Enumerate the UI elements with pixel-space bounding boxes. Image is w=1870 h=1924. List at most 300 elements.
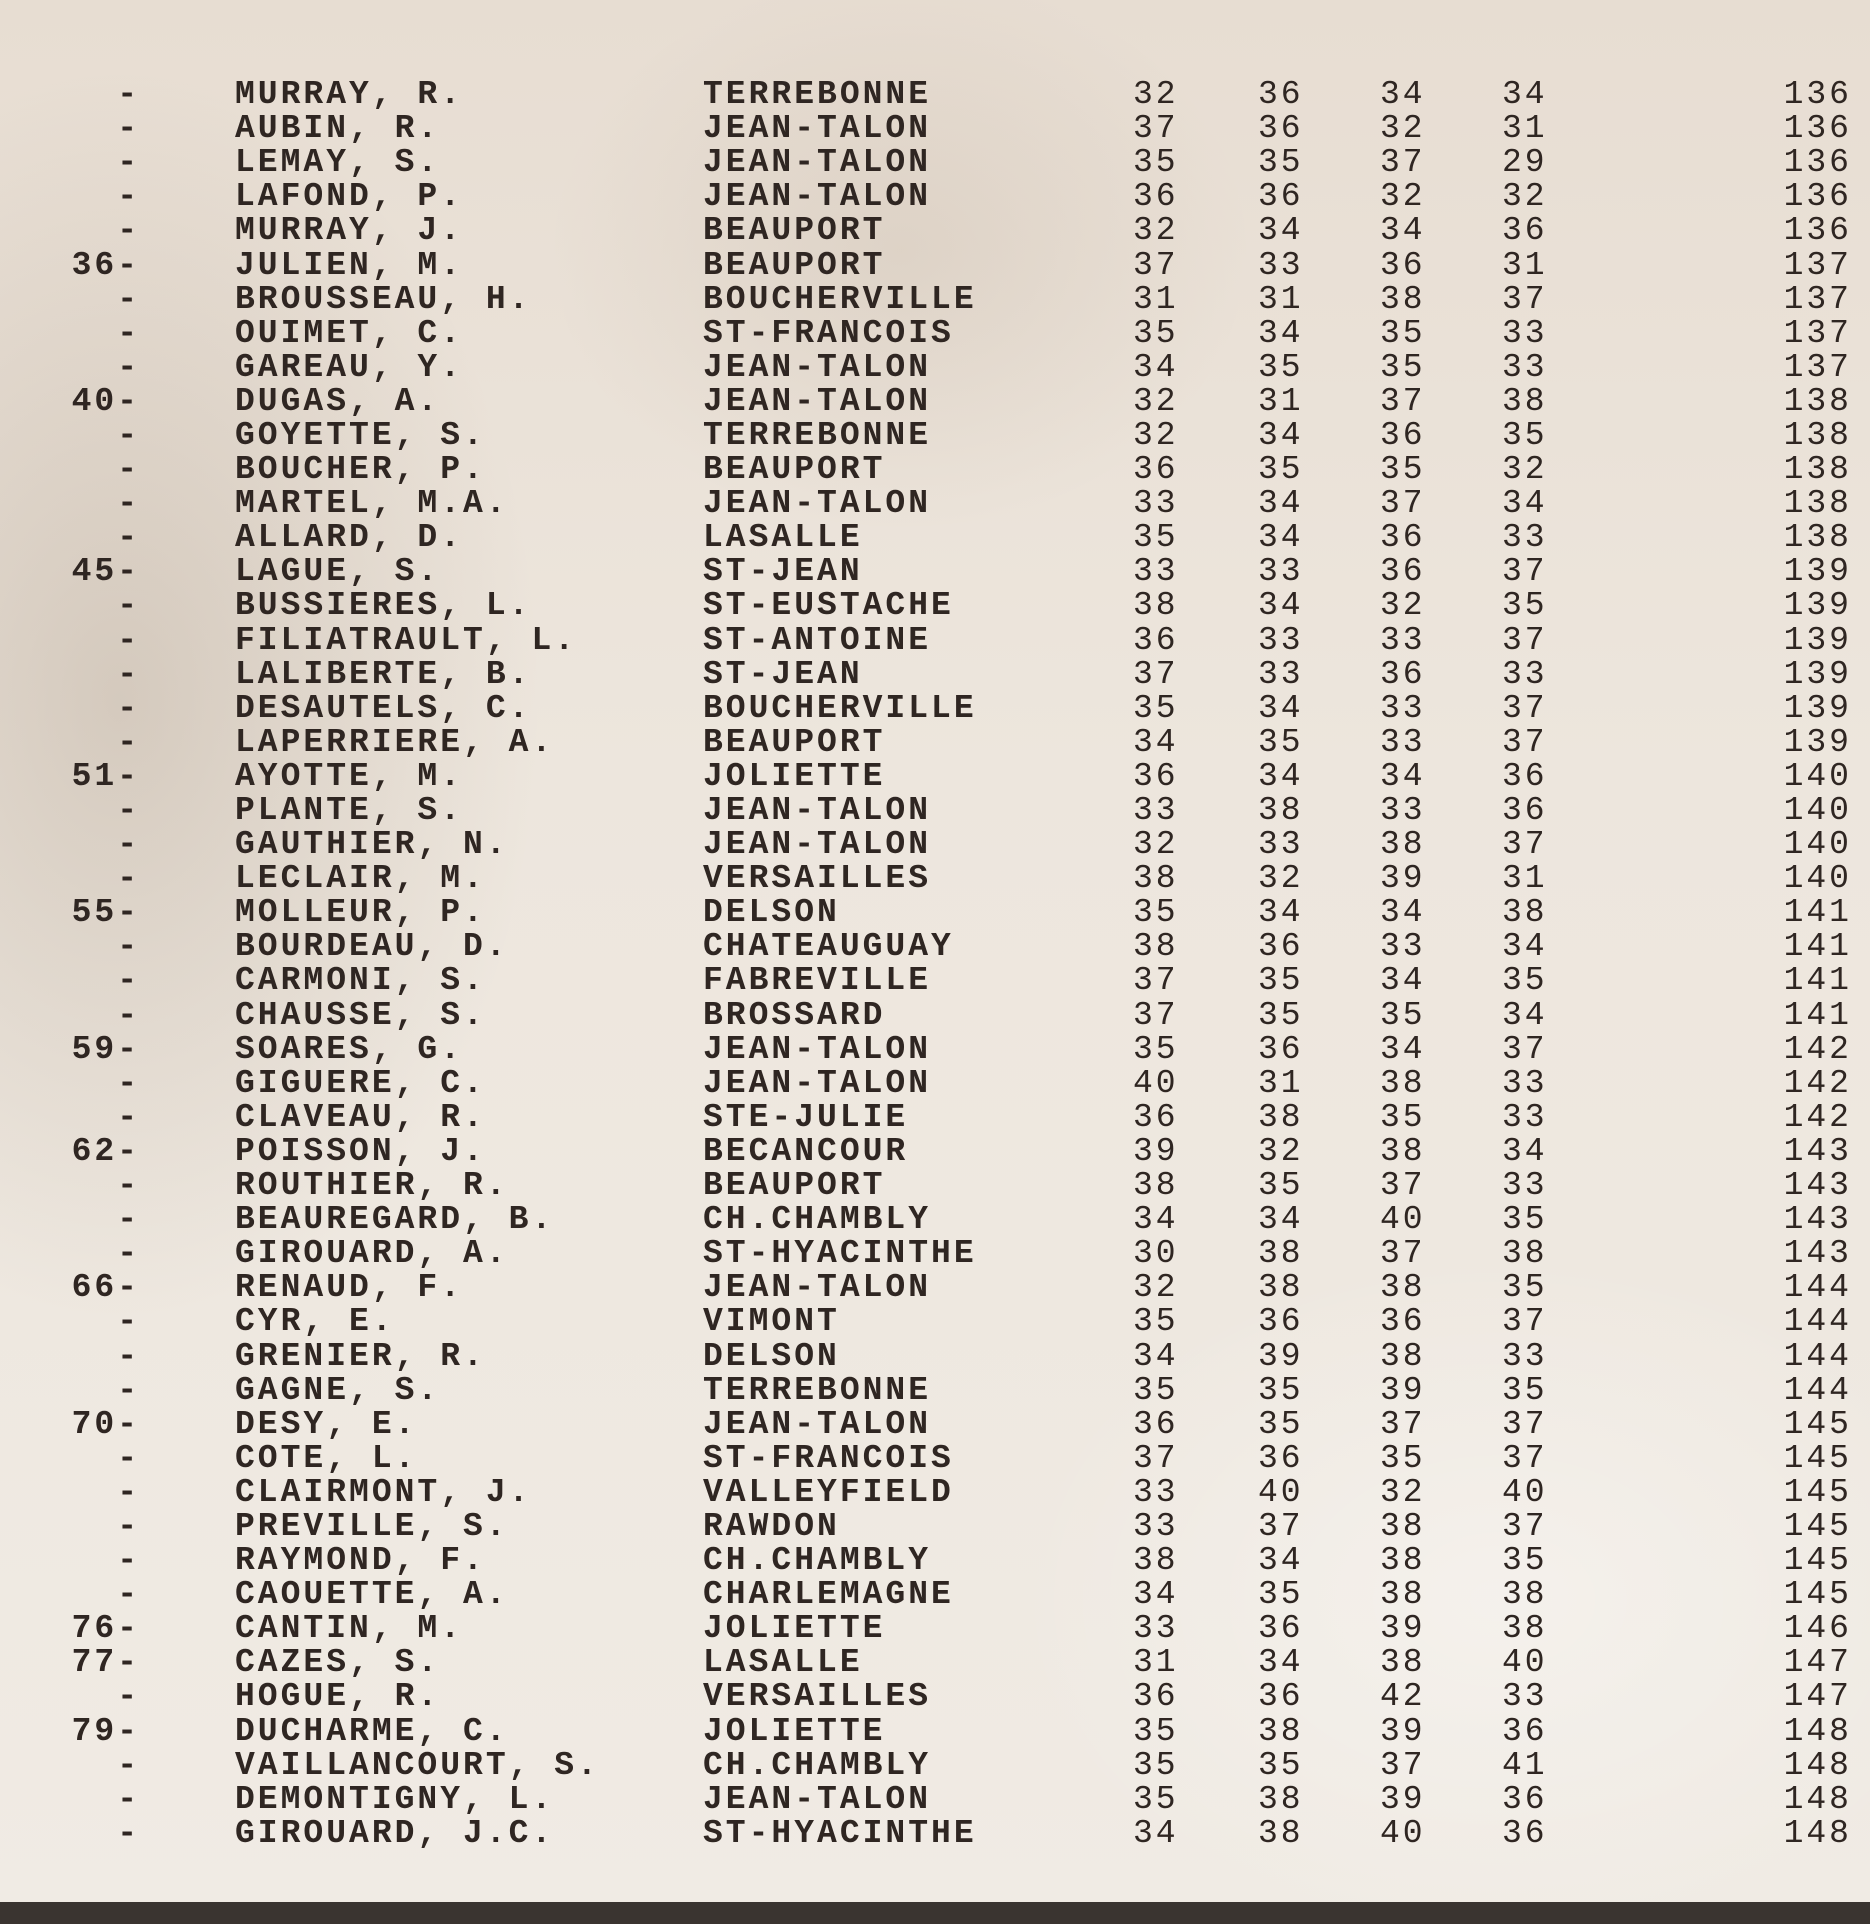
- player-name: GAUTHIER, N.: [235, 826, 509, 864]
- round-4-score: 34: [1502, 928, 1548, 966]
- round-3-score: 34: [1380, 76, 1426, 114]
- table-row: [0, 1612, 1870, 1646]
- round-2-score: 38: [1258, 1235, 1304, 1273]
- round-3-score: 38: [1380, 1644, 1426, 1682]
- table-row: [0, 828, 1870, 862]
- round-3-score: 39: [1380, 1712, 1426, 1750]
- club-name: BEAUPORT: [703, 1167, 886, 1205]
- round-3-score: 36: [1380, 553, 1426, 591]
- round-2-score: 38: [1258, 1712, 1304, 1750]
- rank-cell: 66-: [71, 1269, 140, 1307]
- rank-cell: 77-: [71, 1644, 140, 1682]
- round-2-score: 36: [1258, 110, 1304, 148]
- round-2-score: 38: [1258, 1814, 1304, 1852]
- table-row: [0, 794, 1870, 828]
- round-3-score: 37: [1380, 1746, 1426, 1784]
- rank-cell: -: [117, 519, 140, 557]
- total-score: 138: [1783, 451, 1852, 489]
- club-name: CH.CHAMBLY: [703, 1746, 932, 1784]
- rank-cell: -: [117, 1576, 140, 1614]
- rank-cell: -: [117, 1098, 140, 1136]
- round-2-score: 35: [1258, 144, 1304, 182]
- round-4-score: 35: [1502, 1371, 1548, 1409]
- rank-cell: 40-: [71, 382, 140, 420]
- player-name: LAPERRIERE, A.: [235, 723, 555, 761]
- round-3-score: 34: [1380, 962, 1426, 1000]
- round-2-score: 33: [1258, 621, 1304, 659]
- total-score: 137: [1783, 280, 1852, 318]
- round-2-score: 31: [1258, 1064, 1304, 1102]
- player-name: MARTEL, M.A.: [235, 485, 509, 523]
- round-1-score: 36: [1133, 621, 1179, 659]
- club-name: BEAUPORT: [703, 212, 886, 250]
- player-name: COTE, L.: [235, 1439, 418, 1477]
- round-2-score: 34: [1258, 314, 1304, 352]
- round-3-score: 40: [1380, 1201, 1426, 1239]
- total-score: 137: [1783, 314, 1852, 352]
- player-name: GAREAU, Y.: [235, 348, 464, 386]
- round-2-score: 36: [1258, 76, 1304, 114]
- player-name: LAFOND, P.: [235, 178, 464, 216]
- round-1-score: 35: [1133, 689, 1179, 727]
- total-score: 140: [1783, 860, 1852, 898]
- round-1-score: 34: [1133, 1814, 1179, 1852]
- round-4-score: 36: [1502, 757, 1548, 795]
- round-1-score: 35: [1133, 1030, 1179, 1068]
- round-3-score: 36: [1380, 519, 1426, 557]
- club-name: STE-JULIE: [703, 1098, 909, 1136]
- table-row: [0, 1237, 1870, 1271]
- round-4-score: 40: [1502, 1644, 1548, 1682]
- club-name: LASALLE: [703, 519, 863, 557]
- total-score: 141: [1783, 996, 1852, 1034]
- club-name: JEAN-TALON: [703, 1405, 932, 1443]
- round-2-score: 32: [1258, 1132, 1304, 1170]
- round-4-score: 36: [1502, 212, 1548, 250]
- round-3-score: 37: [1380, 144, 1426, 182]
- results-table: [0, 78, 1870, 1851]
- round-1-score: 38: [1133, 860, 1179, 898]
- player-name: GOYETTE, S.: [235, 416, 486, 454]
- rank-cell: -: [117, 587, 140, 625]
- player-name: OUIMET, C.: [235, 314, 464, 352]
- table-row: [0, 521, 1870, 555]
- player-name: CAZES, S.: [235, 1644, 441, 1682]
- club-name: CHARLEMAGNE: [703, 1576, 954, 1614]
- round-2-score: 35: [1258, 451, 1304, 489]
- round-3-score: 33: [1380, 792, 1426, 830]
- table-row: [0, 1510, 1870, 1544]
- round-4-score: 35: [1502, 1201, 1548, 1239]
- total-score: 138: [1783, 382, 1852, 420]
- round-4-score: 33: [1502, 1678, 1548, 1716]
- table-row: [0, 351, 1870, 385]
- round-3-score: 32: [1380, 587, 1426, 625]
- round-2-score: 33: [1258, 246, 1304, 284]
- round-2-score: 34: [1258, 212, 1304, 250]
- round-4-score: 33: [1502, 1064, 1548, 1102]
- club-name: BOUCHERVILLE: [703, 689, 977, 727]
- rank-cell: -: [117, 1473, 140, 1511]
- round-1-score: 36: [1133, 178, 1179, 216]
- table-row: [0, 1374, 1870, 1408]
- table-row: [0, 555, 1870, 589]
- round-2-score: 34: [1258, 1201, 1304, 1239]
- round-2-score: 36: [1258, 1030, 1304, 1068]
- player-name: HOGUE, R.: [235, 1678, 441, 1716]
- total-score: 136: [1783, 178, 1852, 216]
- round-1-score: 34: [1133, 723, 1179, 761]
- player-name: POISSON, J.: [235, 1132, 486, 1170]
- rank-cell: -: [117, 144, 140, 182]
- total-score: 148: [1783, 1780, 1852, 1818]
- player-name: BOURDEAU, D.: [235, 928, 509, 966]
- round-1-score: 33: [1133, 792, 1179, 830]
- club-name: JEAN-TALON: [703, 348, 932, 386]
- round-2-score: 35: [1258, 1746, 1304, 1784]
- rank-cell: 55-: [71, 894, 140, 932]
- round-2-score: 40: [1258, 1473, 1304, 1511]
- round-4-score: 37: [1502, 689, 1548, 727]
- total-score: 145: [1783, 1473, 1852, 1511]
- round-2-score: 34: [1258, 587, 1304, 625]
- round-1-score: 33: [1133, 553, 1179, 591]
- rank-cell: -: [117, 485, 140, 523]
- round-1-score: 34: [1133, 1576, 1179, 1614]
- round-2-score: 36: [1258, 1303, 1304, 1341]
- total-score: 138: [1783, 416, 1852, 454]
- round-3-score: 33: [1380, 723, 1426, 761]
- round-2-score: 37: [1258, 1507, 1304, 1545]
- total-score: 139: [1783, 587, 1852, 625]
- club-name: ST-ANTOINE: [703, 621, 932, 659]
- total-score: 143: [1783, 1167, 1852, 1205]
- round-1-score: 37: [1133, 1439, 1179, 1477]
- round-4-score: 38: [1502, 894, 1548, 932]
- round-1-score: 38: [1133, 1542, 1179, 1580]
- rank-cell: -: [117, 280, 140, 318]
- table-row: [0, 1408, 1870, 1442]
- round-2-score: 35: [1258, 1167, 1304, 1205]
- rank-cell: -: [117, 962, 140, 1000]
- player-name: FILIATRAULT, L.: [235, 621, 578, 659]
- club-name: TERREBONNE: [703, 76, 932, 114]
- round-2-score: 34: [1258, 1644, 1304, 1682]
- round-3-score: 38: [1380, 1337, 1426, 1375]
- round-4-score: 34: [1502, 485, 1548, 523]
- round-3-score: 38: [1380, 280, 1426, 318]
- round-1-score: 34: [1133, 348, 1179, 386]
- player-name: BUSSIERES, L.: [235, 587, 532, 625]
- player-name: LEMAY, S.: [235, 144, 441, 182]
- round-4-score: 33: [1502, 348, 1548, 386]
- club-name: JEAN-TALON: [703, 485, 932, 523]
- player-name: SOARES, G.: [235, 1030, 464, 1068]
- round-4-score: 31: [1502, 110, 1548, 148]
- round-4-score: 35: [1502, 587, 1548, 625]
- round-3-score: 39: [1380, 1610, 1426, 1648]
- round-4-score: 38: [1502, 1610, 1548, 1648]
- round-3-score: 40: [1380, 1814, 1426, 1852]
- rank-cell: -: [117, 348, 140, 386]
- rank-cell: -: [117, 1814, 140, 1852]
- table-row: [0, 726, 1870, 760]
- rank-cell: -: [117, 723, 140, 761]
- player-name: AUBIN, R.: [235, 110, 441, 148]
- round-4-score: 37: [1502, 1507, 1548, 1545]
- round-2-score: 32: [1258, 860, 1304, 898]
- round-4-score: 37: [1502, 1303, 1548, 1341]
- rank-cell: -: [117, 1167, 140, 1205]
- round-3-score: 38: [1380, 826, 1426, 864]
- round-1-score: 32: [1133, 416, 1179, 454]
- round-2-score: 35: [1258, 348, 1304, 386]
- round-3-score: 38: [1380, 1132, 1426, 1170]
- table-row: [0, 964, 1870, 998]
- player-name: MOLLEUR, P.: [235, 894, 486, 932]
- round-2-score: 38: [1258, 1780, 1304, 1818]
- rank-cell: -: [117, 1303, 140, 1341]
- round-1-score: 32: [1133, 76, 1179, 114]
- round-3-score: 39: [1380, 1780, 1426, 1818]
- table-row: [0, 487, 1870, 521]
- total-score: 147: [1783, 1678, 1852, 1716]
- round-1-score: 38: [1133, 928, 1179, 966]
- round-2-score: 33: [1258, 655, 1304, 693]
- table-row: [0, 760, 1870, 794]
- round-1-score: 32: [1133, 826, 1179, 864]
- round-4-score: 37: [1502, 1405, 1548, 1443]
- round-4-score: 36: [1502, 1780, 1548, 1818]
- table-row: [0, 385, 1870, 419]
- total-score: 144: [1783, 1337, 1852, 1375]
- total-score: 144: [1783, 1303, 1852, 1341]
- total-score: 136: [1783, 110, 1852, 148]
- player-name: LALIBERTE, B.: [235, 655, 532, 693]
- player-name: ALLARD, D.: [235, 519, 464, 557]
- round-3-score: 37: [1380, 382, 1426, 420]
- rank-cell: -: [117, 1507, 140, 1545]
- club-name: CH.CHAMBLY: [703, 1201, 932, 1239]
- round-4-score: 40: [1502, 1473, 1548, 1511]
- round-4-score: 35: [1502, 1542, 1548, 1580]
- rank-cell: -: [117, 416, 140, 454]
- club-name: BEAUPORT: [703, 723, 886, 761]
- rank-cell: -: [117, 1746, 140, 1784]
- rank-cell: 76-: [71, 1610, 140, 1648]
- club-name: ST-FRANCOIS: [703, 1439, 954, 1477]
- total-score: 148: [1783, 1712, 1852, 1750]
- round-1-score: 36: [1133, 1678, 1179, 1716]
- round-1-score: 38: [1133, 1167, 1179, 1205]
- table-row: [0, 146, 1870, 180]
- rank-cell: -: [117, 1542, 140, 1580]
- round-4-score: 31: [1502, 860, 1548, 898]
- player-name: CYR, E.: [235, 1303, 395, 1341]
- round-4-score: 38: [1502, 1576, 1548, 1614]
- club-name: VERSAILLES: [703, 1678, 932, 1716]
- round-4-score: 32: [1502, 451, 1548, 489]
- round-3-score: 35: [1380, 451, 1426, 489]
- round-4-score: 35: [1502, 962, 1548, 1000]
- round-1-score: 35: [1133, 144, 1179, 182]
- table-row: [0, 78, 1870, 112]
- total-score: 139: [1783, 553, 1852, 591]
- round-4-score: 34: [1502, 76, 1548, 114]
- player-name: CARMONI, S.: [235, 962, 486, 1000]
- player-name: CAOUETTE, A.: [235, 1576, 509, 1614]
- player-name: MURRAY, R.: [235, 76, 464, 114]
- round-2-score: 35: [1258, 723, 1304, 761]
- player-name: GAGNE, S.: [235, 1371, 441, 1409]
- table-row: [0, 453, 1870, 487]
- round-1-score: 38: [1133, 587, 1179, 625]
- round-4-score: 37: [1502, 621, 1548, 659]
- club-name: ST-JEAN: [703, 553, 863, 591]
- rank-cell: 62-: [71, 1132, 140, 1170]
- round-2-score: 36: [1258, 928, 1304, 966]
- round-2-score: 35: [1258, 962, 1304, 1000]
- round-1-score: 33: [1133, 485, 1179, 523]
- rank-cell: -: [117, 1371, 140, 1409]
- round-1-score: 35: [1133, 894, 1179, 932]
- club-name: CHATEAUGUAY: [703, 928, 954, 966]
- table-row: [0, 1817, 1870, 1851]
- round-2-score: 31: [1258, 280, 1304, 318]
- round-2-score: 36: [1258, 178, 1304, 216]
- round-1-score: 32: [1133, 1269, 1179, 1307]
- club-name: TERREBONNE: [703, 416, 932, 454]
- round-3-score: 37: [1380, 1405, 1426, 1443]
- round-4-score: 33: [1502, 519, 1548, 557]
- round-1-score: 33: [1133, 1507, 1179, 1545]
- club-name: BROSSARD: [703, 996, 886, 1034]
- rank-cell: 79-: [71, 1712, 140, 1750]
- rank-cell: -: [117, 1439, 140, 1477]
- rank-cell: 36-: [71, 246, 140, 284]
- total-score: 142: [1783, 1064, 1852, 1102]
- player-name: CHAUSSE, S.: [235, 996, 486, 1034]
- rank-cell: -: [117, 1780, 140, 1818]
- round-3-score: 38: [1380, 1269, 1426, 1307]
- player-name: CLAVEAU, R.: [235, 1098, 486, 1136]
- table-row: [0, 1067, 1870, 1101]
- round-3-score: 39: [1380, 1371, 1426, 1409]
- round-4-score: 37: [1502, 826, 1548, 864]
- round-3-score: 32: [1380, 178, 1426, 216]
- round-3-score: 35: [1380, 314, 1426, 352]
- player-name: RAYMOND, F.: [235, 1542, 486, 1580]
- round-1-score: 36: [1133, 451, 1179, 489]
- rank-cell: -: [117, 996, 140, 1034]
- round-1-score: 35: [1133, 519, 1179, 557]
- round-3-score: 38: [1380, 1542, 1426, 1580]
- table-row: [0, 1544, 1870, 1578]
- round-3-score: 42: [1380, 1678, 1426, 1716]
- round-3-score: 34: [1380, 212, 1426, 250]
- round-3-score: 35: [1380, 348, 1426, 386]
- table-row: [0, 317, 1870, 351]
- total-score: 145: [1783, 1439, 1852, 1477]
- total-score: 137: [1783, 348, 1852, 386]
- club-name: JOLIETTE: [703, 1712, 886, 1750]
- rank-cell: -: [117, 792, 140, 830]
- rank-cell: -: [117, 212, 140, 250]
- player-name: GIROUARD, A.: [235, 1235, 509, 1273]
- rank-cell: -: [117, 1235, 140, 1273]
- club-name: DELSON: [703, 894, 840, 932]
- player-name: PREVILLE, S.: [235, 1507, 509, 1545]
- round-4-score: 29: [1502, 144, 1548, 182]
- rank-cell: -: [117, 1064, 140, 1102]
- round-3-score: 34: [1380, 1030, 1426, 1068]
- club-name: BEAUPORT: [703, 246, 886, 284]
- round-3-score: 33: [1380, 689, 1426, 727]
- club-name: ST-FRANCOIS: [703, 314, 954, 352]
- player-name: CLAIRMONT, J.: [235, 1473, 532, 1511]
- table-row: [0, 1680, 1870, 1714]
- player-name: DUGAS, A.: [235, 382, 441, 420]
- table-row: [0, 1783, 1870, 1817]
- player-name: GIGUERE, C.: [235, 1064, 486, 1102]
- round-3-score: 35: [1380, 996, 1426, 1034]
- player-name: BEAUREGARD, B.: [235, 1201, 555, 1239]
- round-4-score: 38: [1502, 1235, 1548, 1273]
- round-1-score: 35: [1133, 1780, 1179, 1818]
- rank-cell: -: [117, 928, 140, 966]
- club-name: JEAN-TALON: [703, 1780, 932, 1818]
- player-name: GIROUARD, J.C.: [235, 1814, 555, 1852]
- player-name: LAGUE, S.: [235, 553, 441, 591]
- round-3-score: 33: [1380, 928, 1426, 966]
- round-1-score: 36: [1133, 1098, 1179, 1136]
- round-1-score: 33: [1133, 1473, 1179, 1511]
- round-2-score: 36: [1258, 1610, 1304, 1648]
- club-name: ST-HYACINTHE: [703, 1235, 977, 1273]
- round-1-score: 37: [1133, 246, 1179, 284]
- total-score: 141: [1783, 894, 1852, 932]
- table-row: [0, 589, 1870, 623]
- table-row: [0, 692, 1870, 726]
- rank-cell: -: [117, 1337, 140, 1375]
- player-name: DESAUTELS, C.: [235, 689, 532, 727]
- club-name: VERSAILLES: [703, 860, 932, 898]
- total-score: 148: [1783, 1814, 1852, 1852]
- round-4-score: 37: [1502, 1439, 1548, 1477]
- round-4-score: 36: [1502, 1814, 1548, 1852]
- round-4-score: 37: [1502, 723, 1548, 761]
- total-score: 147: [1783, 1644, 1852, 1682]
- round-1-score: 39: [1133, 1132, 1179, 1170]
- total-score: 145: [1783, 1576, 1852, 1614]
- table-row: [0, 1646, 1870, 1680]
- club-name: JEAN-TALON: [703, 178, 932, 216]
- table-row: [0, 180, 1870, 214]
- rank-cell: 70-: [71, 1405, 140, 1443]
- table-row: [0, 1271, 1870, 1305]
- player-name: JULIEN, M.: [235, 246, 464, 284]
- rank-cell: -: [117, 76, 140, 114]
- round-4-score: 32: [1502, 178, 1548, 216]
- player-name: MURRAY, J.: [235, 212, 464, 250]
- total-score: 136: [1783, 212, 1852, 250]
- round-3-score: 37: [1380, 1167, 1426, 1205]
- table-row: [0, 1305, 1870, 1339]
- rank-cell: 59-: [71, 1030, 140, 1068]
- total-score: 145: [1783, 1507, 1852, 1545]
- round-2-score: 34: [1258, 1542, 1304, 1580]
- round-4-score: 37: [1502, 553, 1548, 591]
